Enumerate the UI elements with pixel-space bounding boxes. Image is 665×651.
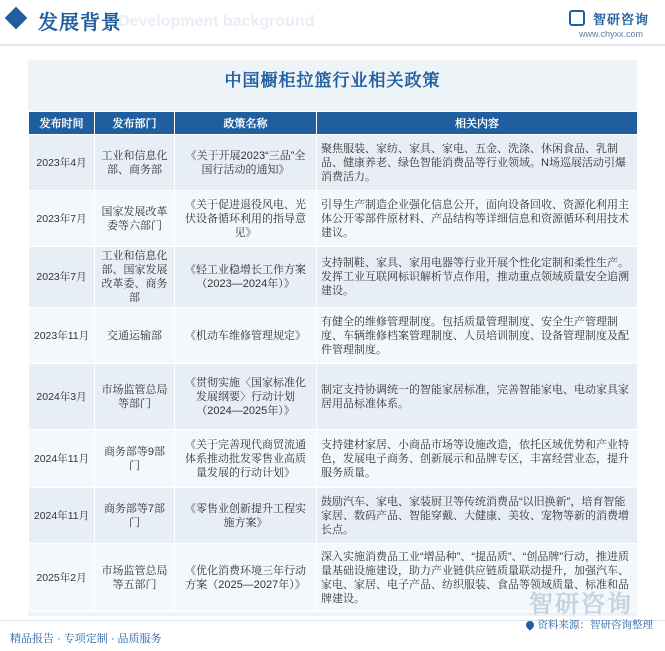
section-title: 发展背景 [38, 12, 122, 34]
cell-time: 2023年7月 [29, 247, 95, 308]
cell-time: 2023年11月 [29, 308, 95, 364]
cell-content: 聚焦服装、家纺、家具、家电、五金、洗涤、休闲食品、乳制品、健康养老、绿色智能消费品等行业领域。N场巡展活动引爆消费活力。 [317, 135, 638, 191]
logo-url[interactable]: www.chyxx.com [578, 29, 643, 39]
cell-time: 2023年4月 [29, 135, 95, 191]
cell-time: 2024年11月 [29, 430, 95, 488]
cell-time: 2023年7月 [29, 191, 95, 247]
cell-time: 2024年3月 [29, 364, 95, 430]
cell-policy: 《机动车维修管理规定》 [175, 308, 317, 364]
card-title: 中国橱柜拉篮行业相关政策 [224, 71, 441, 90]
cell-content: 支持建材家居、小商品市场等设施改造，依托区域优势和产业特色，发展电子商务、创新展示和品牌专区，丰富经营业态，提升服务质量。 [317, 430, 638, 488]
cell-policy: 《轻工业稳增长工作方案（2023—2024年）》 [175, 247, 317, 308]
page-header [0, 0, 665, 44]
cell-dept: 国家发展改革委等六部门 [95, 191, 175, 247]
cell-content: 支持制鞋、家具、家用电器等行业开展个性化定制和柔性生产。发挥工业互联网标识解析节点作用，推动重点领域质量安全追溯建设。 [317, 247, 638, 308]
table-header-row [29, 112, 638, 135]
cell-time: 2025年2月 [29, 544, 95, 612]
cell-time: 2024年11月 [29, 488, 95, 544]
watermark: 智研咨询 [529, 591, 633, 618]
header-divider [0, 44, 665, 46]
cell-dept: 市场监管总局等部门 [95, 364, 175, 430]
table-row [29, 488, 638, 544]
cell-policy: 《关于促进退役风电、光伏设备循环利用的指导意见》 [175, 191, 317, 247]
table-row [29, 135, 638, 191]
cell-dept: 商务部等9部门 [95, 430, 175, 488]
footer-slogan: 精品报告 · 专项定制 · 品质服务 [10, 633, 162, 645]
col-header-content: 相关内容 [317, 112, 638, 135]
cell-content: 引导生产制造企业强化信息公开，面向设备回收、资源化利用主体公开零部件原材料、产品结构等详细信息和资源循环利用技术建议。 [317, 191, 638, 247]
cell-dept: 市场监管总局等五部门 [95, 544, 175, 612]
cell-dept: 商务部等7部门 [95, 488, 175, 544]
table-row [29, 364, 638, 430]
cell-policy: 《零售业创新提升工程实施方案》 [175, 488, 317, 544]
table-row [29, 191, 638, 247]
table-row [29, 247, 638, 308]
cell-dept: 交通运输部 [95, 308, 175, 364]
logo-icon [569, 10, 585, 26]
cell-policy: 《优化消费环境三年行动方案（2025—2027年）》 [175, 544, 317, 612]
cell-content: 鼓励汽车、家电、家装厨卫等传统消费品“以旧换新”，培育智能家居、数码产品、智能穿戴、大健康、美妆、宠物等新的消费增长点。 [317, 488, 638, 544]
footer-source [526, 617, 654, 632]
cell-policy: 《关于开展2023“三品”全国行活动的通知》 [175, 135, 317, 191]
policy-table [28, 111, 638, 612]
table-row [29, 308, 638, 364]
col-header-time: 发布时间 [29, 112, 95, 135]
location-pin-icon [524, 620, 535, 631]
cell-content: 有健全的维修管理制度。包括质量管理制度、安全生产管理制度、车辆维修档案管理制度、人员培训制度、设备管理制度及配件管理制度。 [317, 308, 638, 364]
cell-content: 深入实施消费品工业“增品种”、“提品质”、“创品牌”行动，推进质量基础设施建设，助力产业链供应链质量联动提升，加强汽车、家电、家居、电子产品、纺织服装、食品等领域质量、标准和品牌建设。 [317, 544, 638, 612]
source-text: 资料来源：智研咨询整理 [537, 619, 653, 631]
section-subtitle: Development background [118, 13, 315, 30]
logo-name: 智研咨询 [592, 12, 649, 27]
cell-policy: 《关于完善现代商贸流通体系推动批发零售业高质量发展的行动计划》 [175, 430, 317, 488]
cell-policy: 《贯彻实施〈国家标准化发展纲要〉行动计划（2024—2025年）》 [175, 364, 317, 430]
col-header-dept: 发布部门 [95, 112, 175, 135]
cell-content: 制定支持协调统一的智能家居标准，完善智能家电、电动家具家居用品标准体系。 [317, 364, 638, 430]
cell-dept: 工业和信息化部、国家发展改革委、商务部 [95, 247, 175, 308]
col-header-policy: 政策名称 [175, 112, 317, 135]
diamond-icon [5, 7, 28, 30]
table-row [29, 430, 638, 488]
cell-dept: 工业和信息化部、商务部 [95, 135, 175, 191]
